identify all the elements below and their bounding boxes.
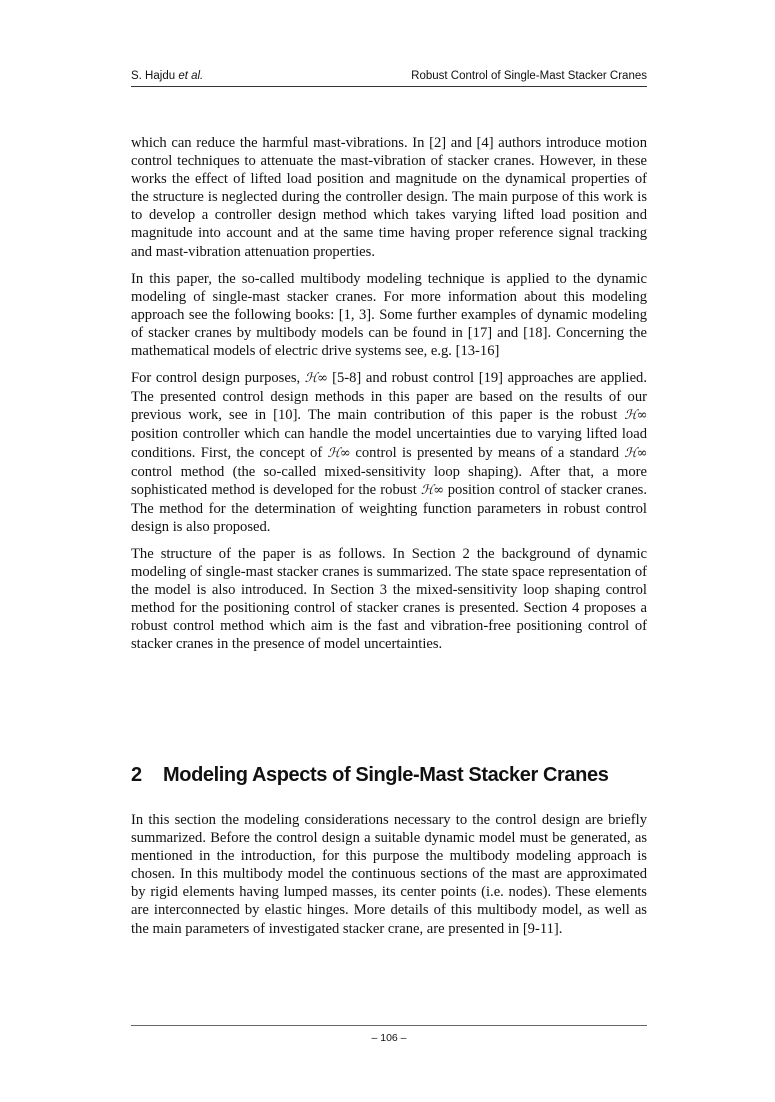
paragraph-text: position controller which can handle the model uncertainties due to varying lifted load conditions. First, the concept of — [131, 426, 647, 461]
paragraph-text: In this paper, the so-called multibody modeling technique is applied to the dynamic modeling of single-mast stacker cranes. For more information about this modeling approach see the following books: [1, 3]. Some further examples of dynamic modeling of stacker cranes by multibody models can be found in [17] and [18]. Concerning the mathematical models of electric drive systems see, e.g. [13-16] — [131, 270, 647, 360]
h-infinity-symbol: ℋ∞ — [624, 408, 647, 424]
page-number: – 106 – — [371, 1032, 407, 1044]
paragraph-text: position control of stacker cranes. The method for the determination of weighting function parameters in robust control design is also proposed. — [131, 481, 647, 535]
paragraph-2 — [131, 270, 647, 360]
h-infinity-symbol: ℋ∞ — [420, 482, 444, 498]
header-title: Robust Control of Single-Mast Stacker Cranes — [411, 70, 647, 82]
h-infinity-symbol: ℋ∞ — [624, 445, 647, 461]
section-paragraph: In this section the modeling considerations necessary to the control design are briefly summarized. Before the control design a suitable dynamic model must be generated, as mentioned in the introduction, for this purpose the multibody modeling approach is chosen. In this multibody model the continuous sections of the mast are approximated by rigid elements having lumped masses, its center points (i.e. nodes). These elements are interconnected by elastic hinges. More details of this multibody model, as well as the main parameters of investigated stacker crane, are presented in [9-11]. — [131, 812, 647, 937]
paragraph-3 — [131, 369, 647, 536]
paragraph-text: which can reduce the harmful mast-vibrations. In [2] and [4] authors introduce motion control techniques to attenuate the mast-vibration of stacker cranes. However, in these works the effect of lifted load position and magnitude on the dynamical properties of the structure is neglected during the controller design. The main purpose of this work is to develop a controller design method which takes varying lifted load position and magnitude into account and at the same time having proper reference signal tracking and mast-vibration attenuation properties. — [131, 135, 647, 260]
header-author — [131, 70, 203, 82]
section-body — [131, 811, 647, 938]
section-heading — [131, 764, 661, 787]
author-etal: et al. — [178, 70, 204, 82]
section-number: 2 — [131, 764, 142, 786]
paragraph-text: [5-8] and robust control [19] approaches are applied. The presented control design methods in this paper are based on the results of our previous work, see in [10]. The main contribution of this paper is the robust — [131, 370, 648, 424]
section-title: Modeling Aspects of Single-Mast Stacker Cranes — [163, 764, 609, 786]
footer-divider — [131, 1025, 647, 1026]
paragraph-1 — [131, 134, 647, 261]
paragraph-text: The structure of the paper is as follows. In Section 2 the background of dynamic modeling of single-mast stacker cranes is summarized. The state space representation of the model is also introduced. In Section 3 the mixed-sensitivity loop shaping control method for the positioning control of stacker cranes is presented. Section 4 proposes a robust control method which aim is the fast and vibration-free positioning control of stacker cranes in the presence of model uncertainties. — [131, 545, 647, 653]
paragraph-text: For control design purposes, — [131, 370, 305, 387]
paragraph-4 — [131, 545, 647, 654]
author-name: S. Hajdu — [131, 70, 179, 82]
h-infinity-symbol: ℋ∞ — [304, 371, 328, 387]
intro-body — [131, 134, 647, 663]
paragraph-text: control is presented by means of a standard — [350, 444, 625, 461]
running-header — [131, 70, 647, 87]
h-infinity-symbol: ℋ∞ — [327, 445, 351, 461]
paragraph-text: control method (the so-called mixed-sensitivity loop shaping). After that, a more sophisticated method is developed for the robust — [131, 463, 647, 498]
